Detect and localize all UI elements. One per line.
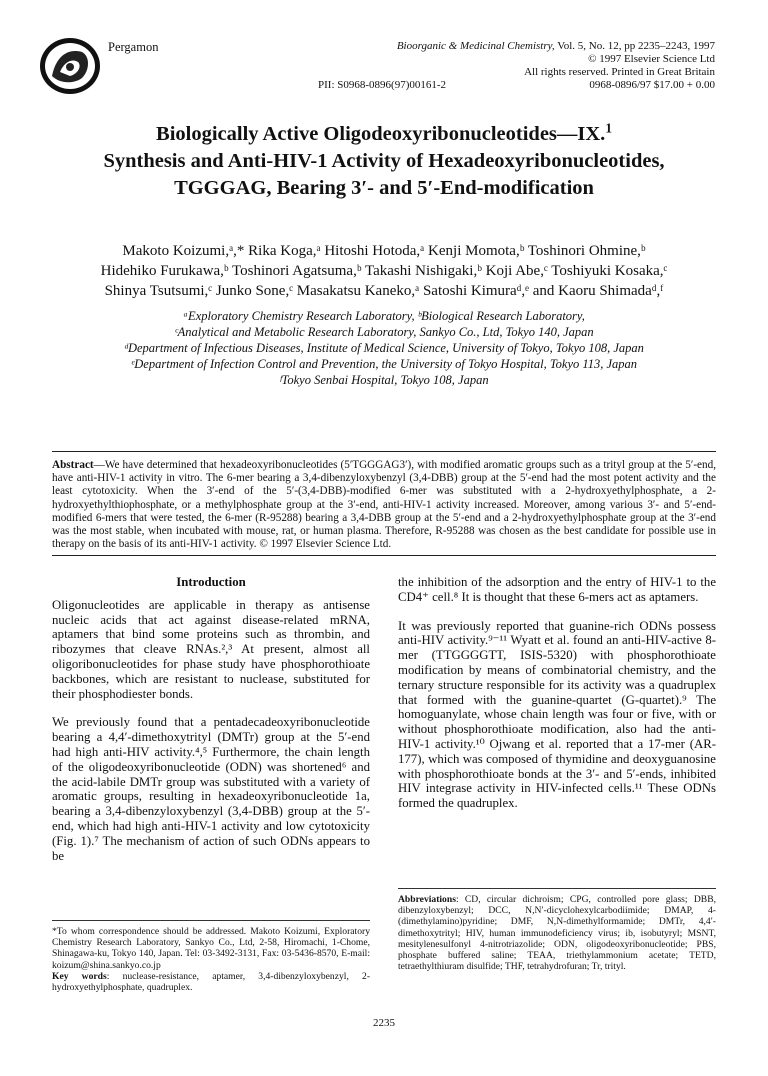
body-column-right: [398, 575, 716, 825]
affiliation-e: ᵉDepartment of Infection Control and Prevention, the University of Tokyo Hospital, Tokyo 113, Japan: [131, 357, 637, 371]
title-line-3: TGGGAG, Bearing 3′- and 5′-End-modification: [174, 177, 594, 199]
abbreviations-footnote: [398, 894, 716, 972]
affiliation-ab: ᵃExploratory Chemistry Research Laboratory, ᵇBiological Research Laboratory,: [183, 309, 585, 323]
page-number: 2235: [373, 1017, 395, 1029]
copyright-line: © 1997 Elsevier Science Ltd: [588, 53, 715, 65]
abstract-bottom-rule: [52, 555, 716, 556]
pii-identifier: PII: S0968-0896(97)00161-2: [318, 79, 447, 91]
keywords-text: : nuclease-resistance, aptamer, 3,4-dibenzyloxybenzyl, 2-hydroxyethylphosphate, quadruplex.: [52, 970, 371, 994]
affiliations: [0, 308, 768, 388]
section-heading-introduction: Introduction: [176, 575, 246, 589]
affiliation-f: ᶠTokyo Senbai Hospital, Tokyo 108, Japan: [279, 373, 489, 387]
affiliation-c: ᶜAnalytical and Metabolic Research Laboratory, Sankyo Co., Ltd, Tokyo 140, Japan: [174, 325, 594, 339]
author-list: [0, 241, 768, 301]
title-line-2: Synthesis and Anti-HIV-1 Activity of Hexadeoxyribonucleotides,: [103, 150, 665, 172]
journal-volume: Vol. 5, No. 12, pp 2235–2243, 1997: [554, 40, 715, 52]
author-line-1: Makoto Koizumi,ᵃ,* Rika Koga,ᵃ Hitoshi Hotoda,ᵃ Kenji Momota,ᵇ Toshinori Ohmine,ᵇ: [122, 243, 646, 259]
intro-paragraph-1: Oligonucleotides are applicable in therapy as antisense nucleic acids that act against disease-related mRNA, aptamers that bind some proteins such as thrombin, and ribozymes that cleave RNAs.²,³ At present, almost all oligoribonucleotides for phase study have phosphorothioate backbones, which are resistant to nuclease, substituted for their phosphodiester bonds.: [52, 597, 370, 701]
article-title: [0, 121, 768, 202]
author-line-2: Hidehiko Furukawa,ᵇ Toshinori Agatsuma,ᵇ Takashi Nishigaki,ᵇ Koji Abe,ᶜ Toshiyuki Kosaka,ᶜ: [100, 263, 668, 279]
affiliation-d: ᵈDepartment of Infectious Diseases, Institute of Medical Science, University of Tokyo, Tokyo 108, Japan: [124, 341, 644, 355]
correspondence-footnote: [52, 926, 370, 993]
title-footnote-mark: 1: [605, 120, 612, 136]
intro-paragraph-4: It was previously reported that guanine-rich ODNs possess anti-HIV activity.⁹⁻¹¹ Wyatt et al. found an anti-HIV-active 8-mer (TTGGGGTT, ISIS-5320) with phosphorothioate modification by means of combinatorial chemistry, and the ternary structure responsible for its activity was a quadruplex that formed with the guanine-quartet (G-quartet).⁹ The homoguanylate, whose chain length was four or five, with or without phosphorothioate modification, also had the anti-HIV-1 activity.¹⁰ Ojwang et al. reported that a 17-mer (AR-177), which was composed of thymidine and deoxyguanosine with phosphorothioate bonds at the 3′- and 5′-ends, inhibited HIV integrase activity in HIV-infected cells.¹¹ These ODNs formed the quadruplex.: [398, 618, 716, 811]
body-column-left: [52, 575, 370, 877]
keywords-label: Key words: [52, 970, 107, 982]
publisher-name: Pergamon: [108, 40, 159, 54]
intro-paragraph-2: We previously found that a pentadecadeoxyribonucleotide bearing a 4,4′-dimethoxytrityl (DMTr) group at the 5′-end had high anti-HIV activity.⁴,⁵ Furthermore, the chain length of the oligodeoxyribonucleotide (ODN) was shortened⁶ and the acid-labile DMTr group was substituted with a variety of aromatic groups, resulting in hexadeoxyribonucleotide 1a, bearing a 3,4-dibenzyloxybenzyl (3,4-DBB) group at the 5′-end, which had high anti-HIV-1 activity and low cytotoxicity (Fig. 1).⁷ The mechanism of action of such ODNs appears to be: [52, 715, 370, 863]
abbrev-label: Abbreviations: [398, 894, 456, 905]
abstract-text: —We have determined that hexadeoxyribonucleotides (5′TGGGAG3′), with modified aromatic groups such as a trityl group at the 5′-end, have anti-HIV-1 activity in vitro. The 6-mer bearing a 3,4-dibenzyloxybenzyl (3,4-DBB) group at the 5′-end had the most potent activity and the least cytotoxicity. When the 3′-end of the 5′-(3,4-DBB)-modified 6-mer was substituted with a 2-hydroxyethylphosphate, a 2-hydroxyethylthiophosphate, or a methylphosphate group at the 3′-end, anti-HIV-1 activity increased. Moreover, among various 3′- and 5′-end-modified 6-mers that were tested, the 6-mer (R-95288) bearing a 3,4-DBB group at the 5′-end and a 2-hydroxyethylphosphate group at the 3′-end was the most stable, when incubated with mouse, rat, or human plasma. Therefore, R-95288 was chosen as the best candidate for possible use in therapy on the basis of its anti-HIV-1 activity. © 1997 Elsevier Science Ltd.: [52, 459, 716, 551]
intro-paragraph-3: the inhibition of the adsorption and the entry of HIV-1 to the CD4⁺ cell.⁸ It is thought that these 6-mers act as aptamers.: [398, 575, 716, 604]
footnote-rule: [52, 920, 370, 921]
correspondence-text: *To whom correspondence should be addressed. Makoto Koizumi, Exploratory Chemistry Research Laboratory, Sankyo Co., Ltd, 2-58, Hiromachi, 1-Chome, Shinagawa-ku, Tokyo 140, Japan. Tel: 03-3492-3131, Fax: 03-5436-8570, E-mail: koizum@shina.sankyo.co.jp: [52, 926, 370, 971]
rights-line: All rights reserved. Printed in Great Britain: [524, 66, 715, 78]
title-line-1: Biologically Active Oligodeoxyribonucleotides—IX.: [156, 123, 606, 145]
abstract: [52, 459, 716, 551]
publisher-logo: [38, 36, 102, 96]
price-line: 0968-0896/97 $17.00 + 0.00: [589, 79, 715, 91]
author-line-3: Shinya Tsutsumi,ᶜ Junko Sone,ᶜ Masakatsu Kaneko,ᵃ Satoshi Kimuraᵈ,ᵉ and Kaoru Shimadaᵈ,ᶠ: [104, 283, 664, 299]
abstract-label: Abstract: [52, 459, 94, 471]
abbrev-text: : CD, circular dichroism; CPG, controlled pore glass; DBB, dibenzyloxybenzyl; DCC, N,N′-dicyclohexylcarbodiimide; DMAP, 4-(dimethylamino)pyridine; DMF, N,N-dimethylformamide; DMTr, 4,4′-dimethoxytrityl; HIV, human immunodeficiency virus; ib, isobutyryl; MSNT, mesitylenesulfonyl 4-nitrotriazolide; ODN, oligodeoxyribonucleotide; PBS, phosphate buffered saline; TEAA, triethylammonium acetate; TETD, tetraethylthiuram disulfide; THF, tetrahydrofuran; Tr, trityl.: [398, 894, 716, 973]
journal-name: Bioorganic & Medicinal Chemistry,: [396, 40, 555, 52]
abstract-top-rule: [52, 451, 716, 452]
abbrev-rule: [398, 888, 716, 889]
